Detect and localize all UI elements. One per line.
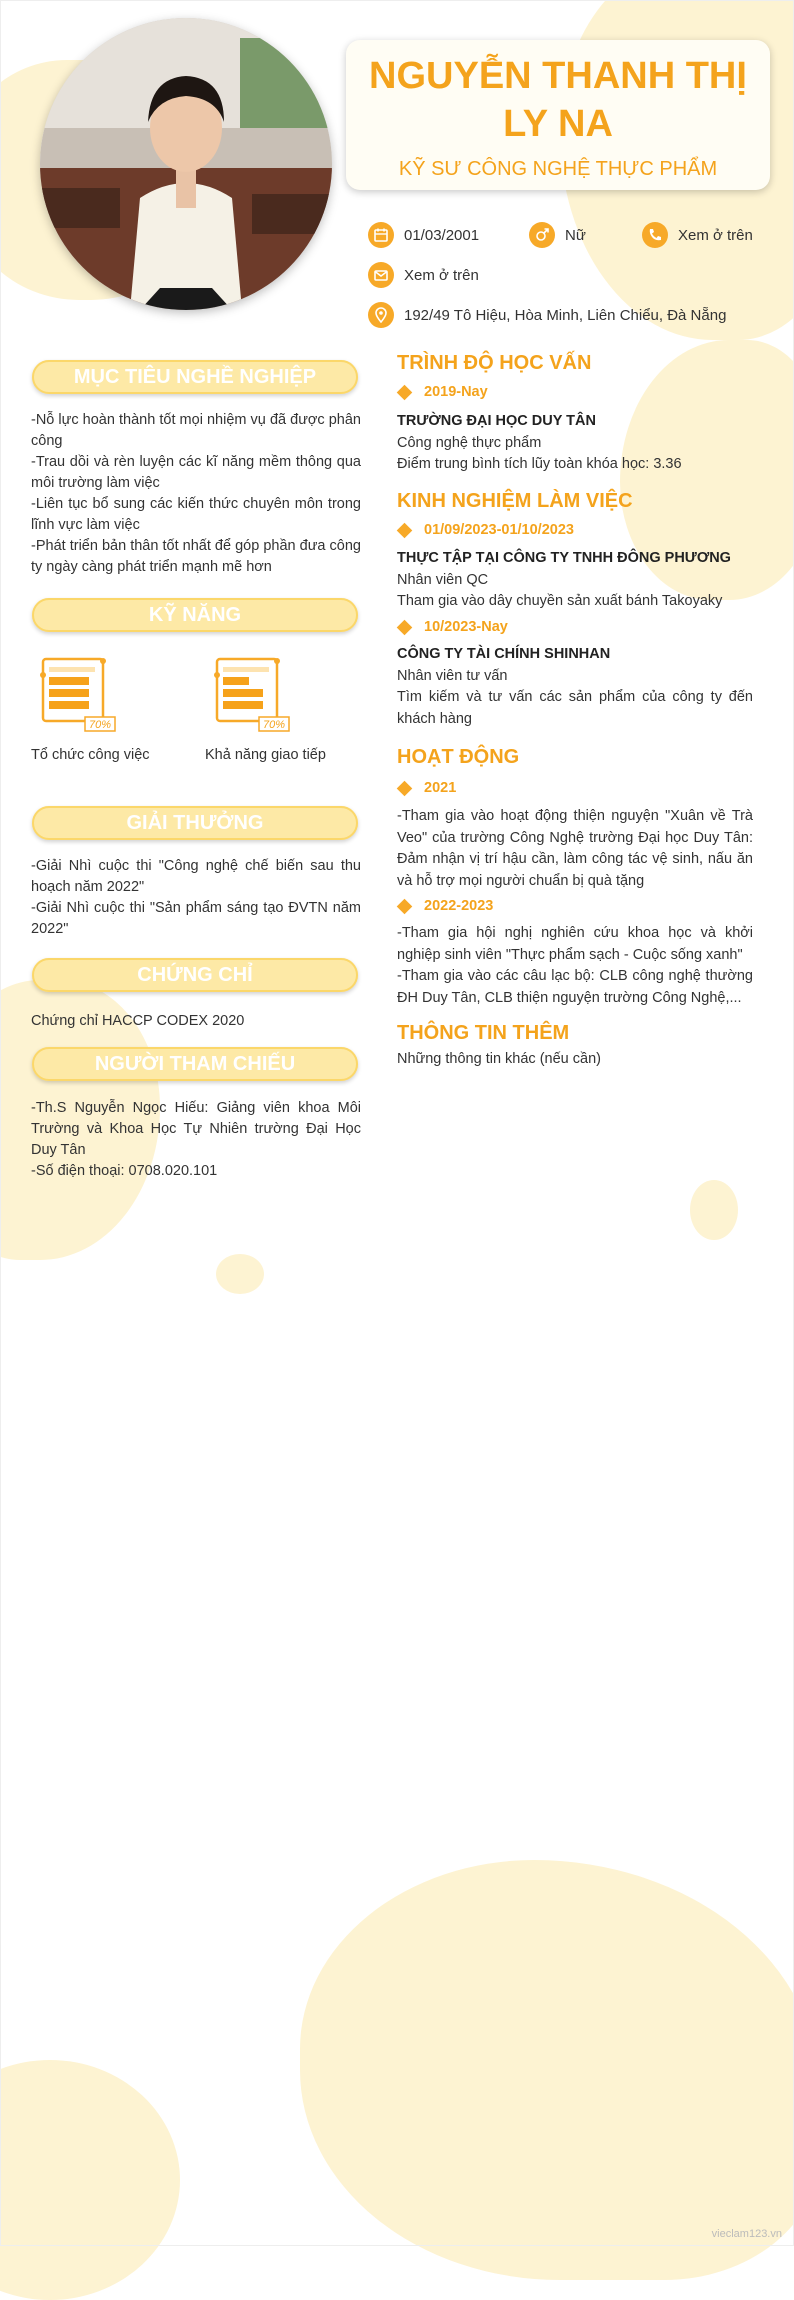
contact-phone [642,222,753,248]
activity-date: 2022-2023 [397,898,493,914]
section-title-activities: HOẠT ĐỘNG [397,746,520,768]
contact-birthday [368,222,479,248]
objective-line: -Phát triển bản thân tốt nhất để góp phần đưa công ty ngày càng phát triển mạnh mẽ hơn [31,538,361,575]
diamond-bullet-icon [397,522,413,538]
references-text [31,1098,361,1182]
email-icon [368,262,394,288]
name-card [346,40,770,190]
education-date: 2019-Nay [397,384,488,400]
skill-bars-icon [205,655,289,733]
certificates-text [31,1011,361,1032]
objective-line: -Liên tục bổ sung các kiến thức chuyên môn trong lĩnh vực làm việc [31,496,361,533]
name-line-1: NGUYỄN THANH THỊ [369,55,747,97]
activity-date: 2021 [397,780,456,796]
calendar-icon [368,222,394,248]
diamond-bullet-icon [397,898,413,914]
address-value: 192/49 Tô Hiệu, Hòa Minh, Liên Chiểu, Đà Nẵng [404,306,727,324]
skill-percent: 70% [89,719,112,731]
birthday-value: 01/03/2001 [404,226,480,244]
extra-text: Những thông tin khác (nếu cần) [397,1051,601,1067]
activity-item [397,923,753,1009]
full-name [346,52,770,148]
diamond-bullet-icon [397,384,413,400]
experience-date: 01/09/2023-01/10/2023 [397,522,574,538]
experience-date: 10/2023-Nay [397,619,508,635]
objective-line: -Trau dồi và rèn luyện các kĩ năng mềm thông qua môi trường làm việc [31,454,361,491]
experience-item [397,644,753,730]
section-title-references: NGƯỜI THAM CHIẾU [32,1047,358,1081]
section-title-education: TRÌNH ĐỘ HỌC VẤN [397,352,592,374]
awards-text [31,856,361,940]
certificate-line: Chứng chỉ HACCP CODEX 2020 [31,1013,245,1029]
major: Công nghệ thực phẩm [397,434,542,451]
activity-line: -Tham gia vào các câu lạc bộ: CLB công nghệ thường ĐH Duy Tân, CLB thiện nguyện trường Công Nghệ,... [397,968,753,1006]
diamond-bullet-icon [397,619,413,635]
gender-value: Nữ [565,226,586,244]
skill-label: Khả năng giao tiếp [205,747,326,763]
description: -Tham gia vào hoạt động thiện nguyện "Xuân về Trà Veo" của trường Công Nghệ trường Đại học Duy Tân: Đảm nhận vị trí hậu cần, làm công tác vệ sinh, nấu ăn và hỗ trợ mọi người chuẩn bị quà tặng [397,808,753,889]
contact-gender [529,222,586,248]
location-pin-icon [368,302,394,328]
section-title-awards: GIẢI THƯỞNG [32,806,358,840]
profile-photo [40,18,332,310]
contact-email [368,262,479,288]
skill-item [205,655,326,763]
contact-address [368,302,726,328]
name-line-2: LY NA [503,103,613,145]
diamond-bullet-icon [397,780,413,796]
skill-bars-icon [31,655,115,733]
email-value: Xem ở trên [404,266,479,284]
reference-line: -Số điện thoại: 0708.020.101 [31,1163,218,1179]
section-title-skills: KỸ NĂNG [32,598,358,632]
school-name: TRƯỜNG ĐẠI HỌC DUY TÂN [397,413,596,429]
job-title: KỸ SƯ CÔNG NGHỆ THỰC PHẨM [398,158,718,180]
skill-item [31,655,150,763]
watermark: vieclam123.vn [711,2228,782,2240]
phone-value: Xem ở trên [678,226,753,244]
education-details [397,411,753,476]
activity-item [397,806,753,892]
position: Nhân viên tư vấn [397,667,508,684]
award-line: -Giải Nhì cuộc thi "Công nghệ chế biến sau thu hoạch năm 2022" [31,858,361,895]
section-title-experience: KINH NGHIỆM LÀM VIỆC [397,490,633,512]
experience-item [397,548,753,613]
gpa: Điểm trung bình tích lũy toàn khóa học: 3.36 [397,456,682,472]
skill-label: Tổ chức công việc [31,747,150,763]
section-title-objective: MỤC TIÊU NGHỀ NGHIỆP [32,360,358,394]
company-name: CÔNG TY TÀI CHÍNH SHINHAN [397,646,611,662]
company-name: THỰC TẬP TẠI CÔNG TY TNHH ĐÔNG PHƯƠNG [397,550,731,566]
section-title-extra: THÔNG TIN THÊM [397,1022,570,1044]
activity-line: -Tham gia hội nghị nghiên cứu khoa học và khởi nghiệp sinh viên "Thực phẩm sạch - Cuộc sống xanh" [397,925,753,963]
position: Nhân viên QC [397,571,489,588]
gender-icon [529,222,555,248]
phone-icon [642,222,668,248]
award-line: -Giải Nhì cuộc thi "Sản phẩm sáng tạo ĐVTN năm 2022" [31,900,361,937]
skill-percent: 70% [263,719,286,731]
objective-line: -Nỗ lực hoàn thành tốt mọi nhiệm vụ đã được phân công [31,412,361,449]
section-title-certificates: CHỨNG CHỈ [32,958,358,992]
description: Tìm kiếm và tư vấn các sản phẩm của công ty đến khách hàng [397,689,753,727]
description: Tham gia vào dây chuyền sản xuất bánh Takoyaky [397,593,723,609]
reference-line: -Th.S Nguyễn Ngọc Hiếu: Giảng viên khoa Môi Trường và Khoa Học Tự Nhiên trường Đại Học Duy Tân [31,1100,361,1158]
objective-text [31,410,361,578]
